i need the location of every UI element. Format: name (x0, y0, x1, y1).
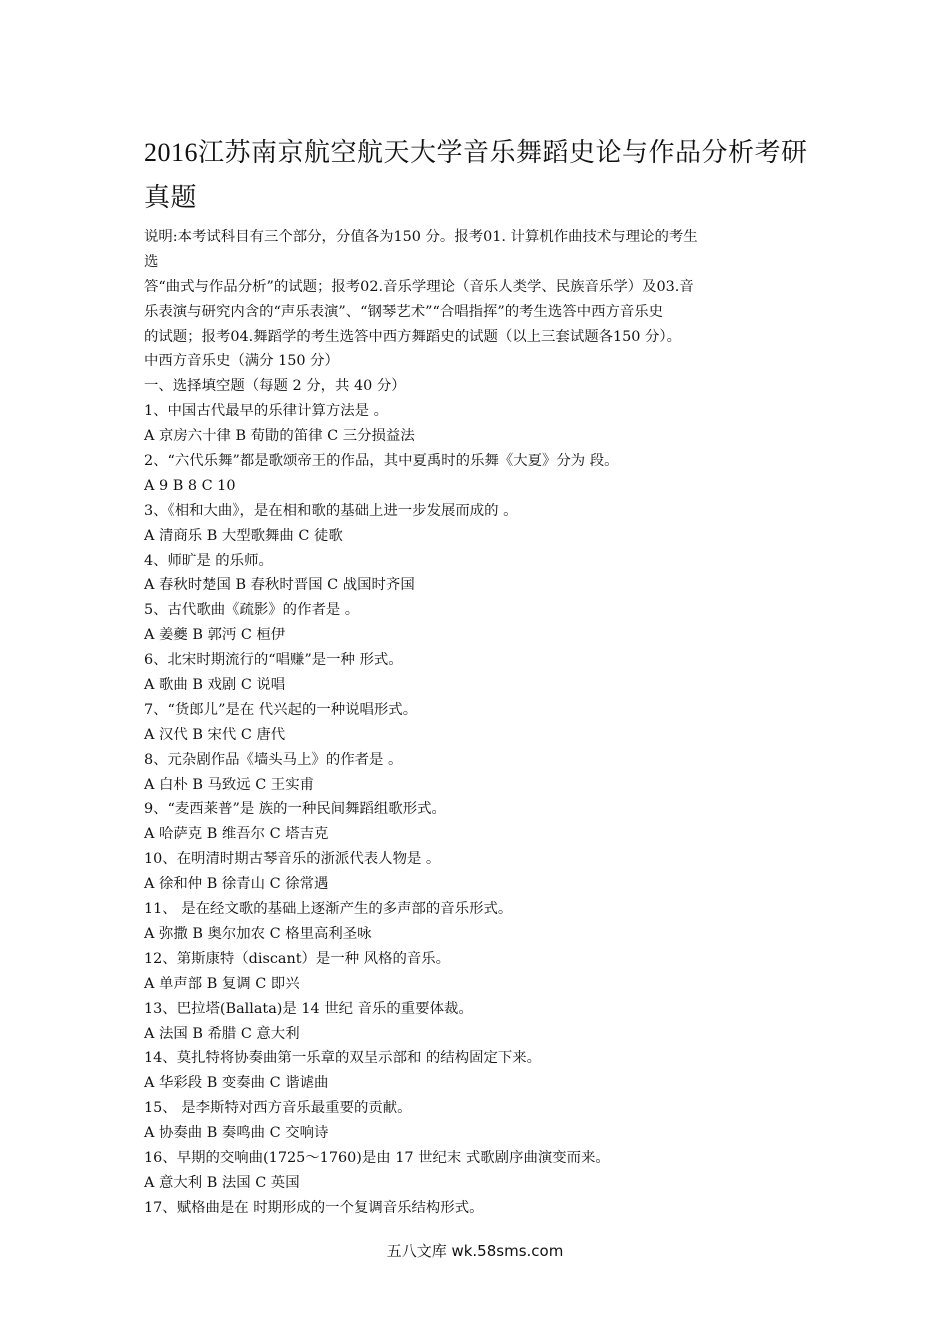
text-line: A 哈萨克 B 维吾尔 C 塔吉克 (144, 826, 329, 843)
text-line: A 清商乐 B 大型歌舞曲 C 徒歌 (144, 527, 343, 544)
text-line: 8、元杂剧作品《墙头马上》的作者是 。 (144, 751, 403, 768)
text-line: 一、选择填空题（每题 2 分，共 40 分） (144, 378, 406, 395)
text-line: A 协奏曲 B 奏鸣曲 C 交响诗 (144, 1125, 329, 1142)
page-footer: 五八文库 wk.58sms.com (386, 1242, 564, 1260)
text-line: 答“曲式与作品分析”的试题；报考02.音乐学理论（音乐人类学、民族音乐学）及03.音 (144, 278, 694, 295)
text-line: 3、《相和大曲》，是在相和歌的基础上进一步发展而成的 。 (144, 502, 518, 519)
text-line: 4、师旷是 的乐师。 (144, 552, 273, 569)
text-line: 乐表演与研究内含的“声乐表演”、“钢琴艺术”“合唱指挥”的考生选答中西方音乐史 (144, 303, 664, 320)
text-line: 10、在明清时期古琴音乐的浙派代表人物是 。 (144, 851, 441, 868)
text-line: 1、中国古代最早的乐律计算方法是 。 (144, 403, 388, 420)
text-line: A 京房六十律 B 荀勖的笛律 C 三分损益法 (144, 428, 415, 445)
text-line: 6、北宋时期流行的“唱赚”是一种 形式。 (144, 652, 403, 669)
text-line: 7、“货郎儿”是在 代兴起的一种说唱形式。 (144, 701, 418, 718)
text-line: A 歌曲 B 戏剧 C 说唱 (144, 677, 286, 694)
text-line: A 春秋时楚国 B 春秋时晋国 C 战国时齐国 (144, 577, 415, 594)
text-line: 说明:本考试科目有三个部分，分值各为150 分。报考01. 计算机作曲技术与理论的考生 (144, 229, 698, 245)
text-line: A 法国 B 希腊 C 意大利 (144, 1025, 300, 1042)
text-line: A 徐和仲 B 徐青山 C 徐常遇 (144, 876, 329, 893)
text-line: A 弥撒 B 奥尔加农 C 格里高利圣咏 (144, 925, 372, 942)
text-line: A 单声部 B 复调 C 即兴 (144, 975, 300, 992)
text-line: 选 (144, 253, 159, 270)
text-line: 的试题；报考04.舞蹈学的考生选答中西方舞蹈史的试题（以上三套试题各150 分）。 (144, 328, 682, 345)
text-line: 5、古代歌曲《疏影》的作者是 。 (144, 602, 360, 619)
text-line: 9、“麦西莱普”是 族的一种民间舞蹈组歌形式。 (144, 801, 446, 818)
text-line: 14、莫扎特将协奏曲第一乐章的双呈示部和 的结构固定下来。 (144, 1050, 542, 1067)
text-line: 16、早期的交响曲(1725～1760)是由 17 世纪末 式歌剧序曲演变而来。 (144, 1149, 610, 1166)
text-line: A 汉代 B 宋代 C 唐代 (144, 726, 286, 743)
text-line: A 华彩段 B 变奏曲 C 谐谑曲 (144, 1075, 329, 1092)
text-line: 11、 是在经文歌的基础上逐渐产生的多声部的音乐形式。 (144, 901, 513, 918)
text-line: A 意大利 B 法国 C 英国 (144, 1174, 300, 1191)
text-line: 15、 是李斯特对西方音乐最重要的贡献。 (144, 1100, 412, 1117)
text-line: A 9 B 8 C 10 (144, 477, 236, 494)
text-line: A 姜夔 B 郭沔 C 桓伊 (144, 627, 286, 644)
document-title (144, 130, 824, 220)
title-line: 真题 (144, 183, 198, 212)
text-line: 17、赋格曲是在 时期形成的一个复调音乐结构形式。 (144, 1199, 484, 1216)
document-body (144, 225, 824, 1221)
text-line: 12、第斯康特（discant）是一种 风格的音乐。 (144, 950, 451, 967)
text-line: 2、“六代乐舞”都是歌颂帝王的作品，其中夏禹时的乐舞《大夏》分为 段。 (144, 453, 619, 470)
text-line: A 白朴 B 马致远 C 王实甫 (144, 776, 314, 793)
text-line: 13、巴拉塔(Ballata)是 14 世纪 音乐的重要体裁。 (144, 1000, 473, 1017)
text-line: 中西方音乐史（满分 150 分） (144, 353, 339, 370)
title-line: 2016江苏南京航空航天大学音乐舞蹈史论与作品分析考研 (144, 138, 808, 167)
